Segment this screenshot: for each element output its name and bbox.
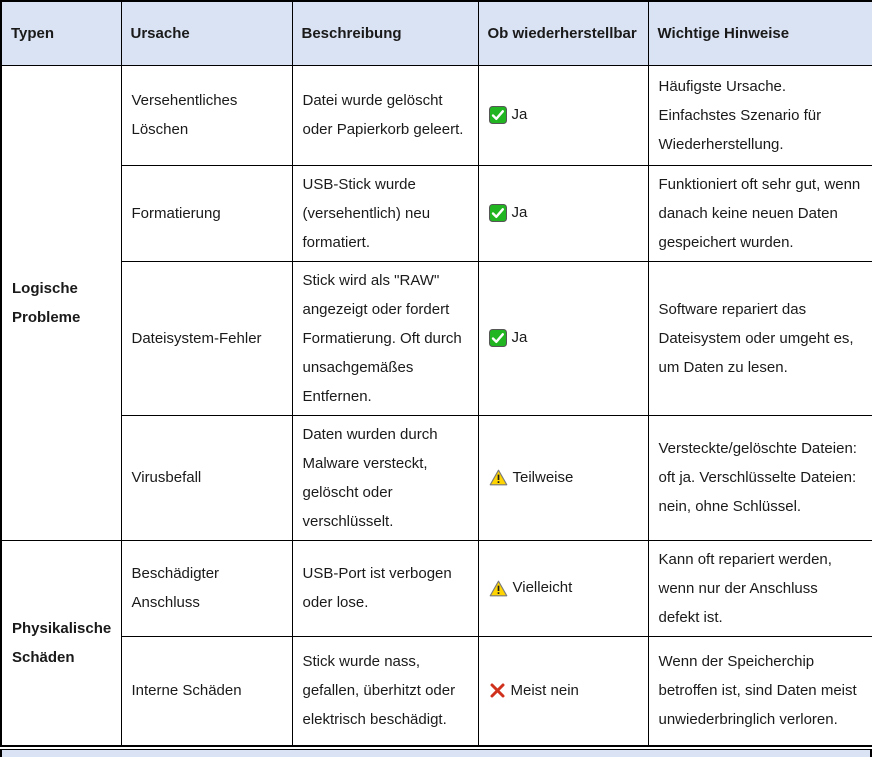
cell-hinweise: Häufigste Ursache. Einfachstes Szenario für Wiederherstellung. bbox=[648, 65, 872, 165]
cell-hinweise: Software repariert das Dateisystem oder umgeht es, um Daten zu lesen. bbox=[648, 261, 872, 415]
header-ursache: Ursache bbox=[121, 1, 292, 65]
table-row bbox=[1, 415, 872, 540]
cell-beschreibung: USB-Port ist verbogen oder lose. bbox=[292, 540, 478, 636]
cell-beschreibung: Stick wird als "RAW" angezeigt oder fordert Formatierung. Oft durch unsachgemäßes Entfernen. bbox=[292, 261, 478, 415]
warning-icon bbox=[489, 469, 508, 486]
cell-hinweise: Funktioniert oft sehr gut, wenn danach keine neuen Daten gespeichert wurden. bbox=[648, 165, 872, 261]
cell-status bbox=[478, 636, 648, 746]
cell-ursache: Dateisystem-Fehler bbox=[121, 261, 292, 415]
cell-hinweise: Versteckte/gelöschte Dateien: oft ja. Verschlüsselte Dateien: nein, ohne Schlüssel. bbox=[648, 415, 872, 540]
table-row bbox=[1, 636, 872, 746]
cross-icon bbox=[489, 682, 506, 699]
cell-status bbox=[478, 415, 648, 540]
table-row bbox=[1, 65, 872, 165]
cell-beschreibung: Stick wurde nass, gefallen, überhitzt oder elektrisch beschädigt. bbox=[292, 636, 478, 746]
cell-hinweise: Kann oft repariert werden, wenn nur der Anschluss defekt ist. bbox=[648, 540, 872, 636]
warning-icon bbox=[489, 580, 508, 597]
cell-beschreibung: Daten wurden durch Malware versteckt, gelöscht oder verschlüsselt. bbox=[292, 415, 478, 540]
table-row bbox=[1, 165, 872, 261]
cell-beschreibung: USB-Stick wurde (versehentlich) neu formatiert. bbox=[292, 165, 478, 261]
status-label: Ja bbox=[511, 204, 528, 221]
table-header-row bbox=[1, 1, 872, 65]
cell-ursache: Beschädigter Anschluss bbox=[121, 540, 292, 636]
cell-ursache: Interne Schäden bbox=[121, 636, 292, 746]
status-label: Vielleicht bbox=[512, 579, 573, 596]
status-label: Meist nein bbox=[510, 681, 579, 699]
cell-status bbox=[478, 165, 648, 261]
status-label: Ja bbox=[511, 329, 528, 346]
cell-beschreibung: Datei wurde gelöscht oder Papierkorb geleert. bbox=[292, 65, 478, 165]
row-group-physikalische-schaeden: Physikalische Schäden bbox=[1, 540, 121, 746]
cell-status bbox=[478, 261, 648, 415]
cell-ursache: Formatierung bbox=[121, 165, 292, 261]
check-icon bbox=[489, 106, 507, 124]
status-label: Ja bbox=[511, 106, 528, 123]
status-label: Teilweise bbox=[512, 468, 574, 486]
header-beschreibung: Beschreibung bbox=[292, 1, 478, 65]
cell-status bbox=[478, 540, 648, 636]
check-icon bbox=[489, 329, 507, 347]
cell-hinweise: Wenn der Speicherchip betroffen ist, sind Daten meist unwiederbringlich verloren. bbox=[648, 636, 872, 746]
table-row bbox=[1, 540, 872, 636]
next-table-header-sliver bbox=[0, 749, 872, 757]
cell-status bbox=[478, 65, 648, 165]
check-icon bbox=[489, 204, 507, 222]
header-typen: Typen bbox=[1, 1, 121, 65]
table-row bbox=[1, 261, 872, 415]
cell-ursache: Versehentliches Löschen bbox=[121, 65, 292, 165]
row-group-logische-probleme: Logische Probleme bbox=[1, 65, 121, 540]
cell-ursache: Virusbefall bbox=[121, 415, 292, 540]
header-hinweise: Wichtige Hinweise bbox=[648, 1, 872, 65]
header-wiederherstellbar: Ob wiederherstellbar bbox=[478, 1, 648, 65]
